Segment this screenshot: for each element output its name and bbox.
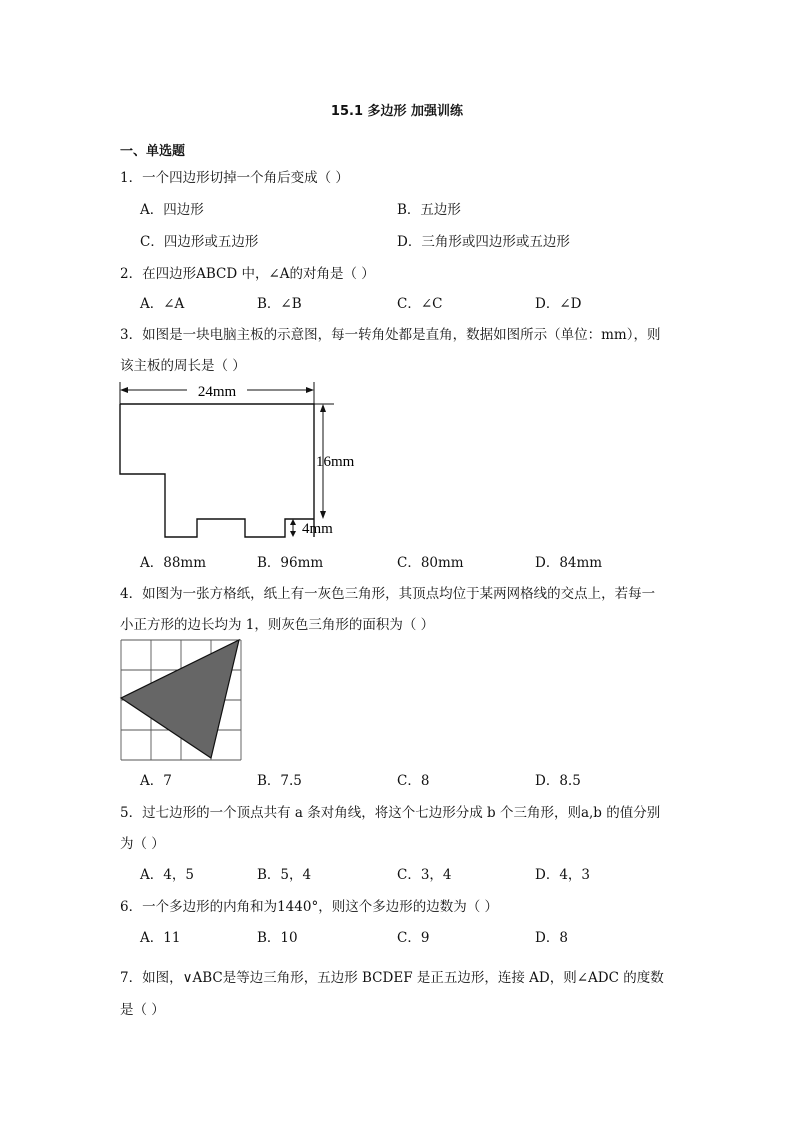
- q6-option-c: C．9: [397, 930, 430, 946]
- arrow-up: [320, 404, 326, 412]
- question-6-stem: 6．一个多边形的内角和为1440°，则这个多边形的边数为（ ）: [120, 899, 498, 915]
- arrow-step-up: [290, 519, 296, 525]
- question-5-stem-line1: 5．过七边形的一个顶点共有 a 条对角线，将这个七边形分成 b 个三角形，则a,b 的值分别: [120, 805, 661, 821]
- q2-option-c: C．∠C: [397, 296, 443, 312]
- label-4mm: 4mm: [302, 521, 333, 537]
- q6-option-b: B．10: [257, 930, 298, 946]
- q1-option-c: C．四边形或五边形: [140, 234, 259, 250]
- question-4-stem-line1: 4．如图为一张方格纸，纸上有一灰色三角形，其顶点均位于某两网格线的交点上，若每一: [120, 586, 656, 602]
- q1-option-a: A．四边形: [140, 202, 204, 218]
- q2-option-b: B．∠B: [257, 296, 302, 312]
- q3-option-d: D．84mm: [535, 555, 603, 571]
- q5-option-b: B．5，4: [257, 867, 312, 883]
- section-heading: 一、单选题: [120, 144, 186, 159]
- arrow-step-down: [290, 531, 296, 537]
- question-2-stem: 2．在四边形ABCD 中，∠A的对角是（ ）: [120, 266, 375, 282]
- arrow-left: [120, 387, 128, 393]
- question-1-stem: 1．一个四边形切掉一个角后变成（ ）: [120, 170, 349, 186]
- q6-option-d: D．8: [535, 930, 568, 946]
- q1-option-d: D．三角形或四边形或五边形: [397, 234, 570, 250]
- grid-figure: [119, 638, 243, 762]
- question-3-stem-line2: 该主板的周长是（ ）: [120, 358, 246, 374]
- q1-option-b: B．五边形: [397, 202, 461, 218]
- q3-option-b: B．96mm: [257, 555, 324, 571]
- question-3-stem-line1: 3．如图是一块电脑主板的示意图，每一转角处都是直角，数据如图所示（单位：mm），则: [120, 327, 661, 343]
- question-4-stem-line2: 小正方形的边长均为 1，则灰色三角形的面积为（ ）: [120, 617, 435, 633]
- page-title: 15.1 多边形 加强训练: [330, 104, 464, 119]
- q5-option-d: D．4，3: [535, 867, 591, 883]
- q4-option-c: C．8: [397, 773, 430, 789]
- q2-option-d: D．∠D: [535, 296, 582, 312]
- q5-option-a: A．4，5: [140, 867, 194, 883]
- gray-triangle: [121, 640, 239, 758]
- arrow-down: [320, 511, 326, 519]
- label-24mm: 24mm: [197, 384, 237, 400]
- q4-option-b: B．7.5: [257, 773, 302, 789]
- question-7-stem-line1: 7．如图，∨ABC是等边三角形，五边形 BCDEF 是正五边形，连接 AD，则∠ADC 的度数: [120, 970, 664, 986]
- q3-option-a: A．88mm: [140, 555, 207, 571]
- q3-option-c: C．80mm: [397, 555, 464, 571]
- question-7-stem-line2: 是（ ）: [120, 1002, 165, 1018]
- label-16mm: 16mm: [316, 454, 355, 470]
- question-5-stem-line2: 为（ ）: [120, 836, 165, 852]
- q5-option-c: C．3，4: [397, 867, 452, 883]
- motherboard-outline: [120, 404, 314, 537]
- q4-option-d: D．8.5: [535, 773, 581, 789]
- motherboard-figure: [112, 376, 372, 546]
- arrow-right: [306, 387, 314, 393]
- q4-option-a: A．7: [140, 773, 172, 789]
- q6-option-a: A．11: [140, 930, 181, 946]
- q2-option-a: A．∠A: [140, 296, 185, 312]
